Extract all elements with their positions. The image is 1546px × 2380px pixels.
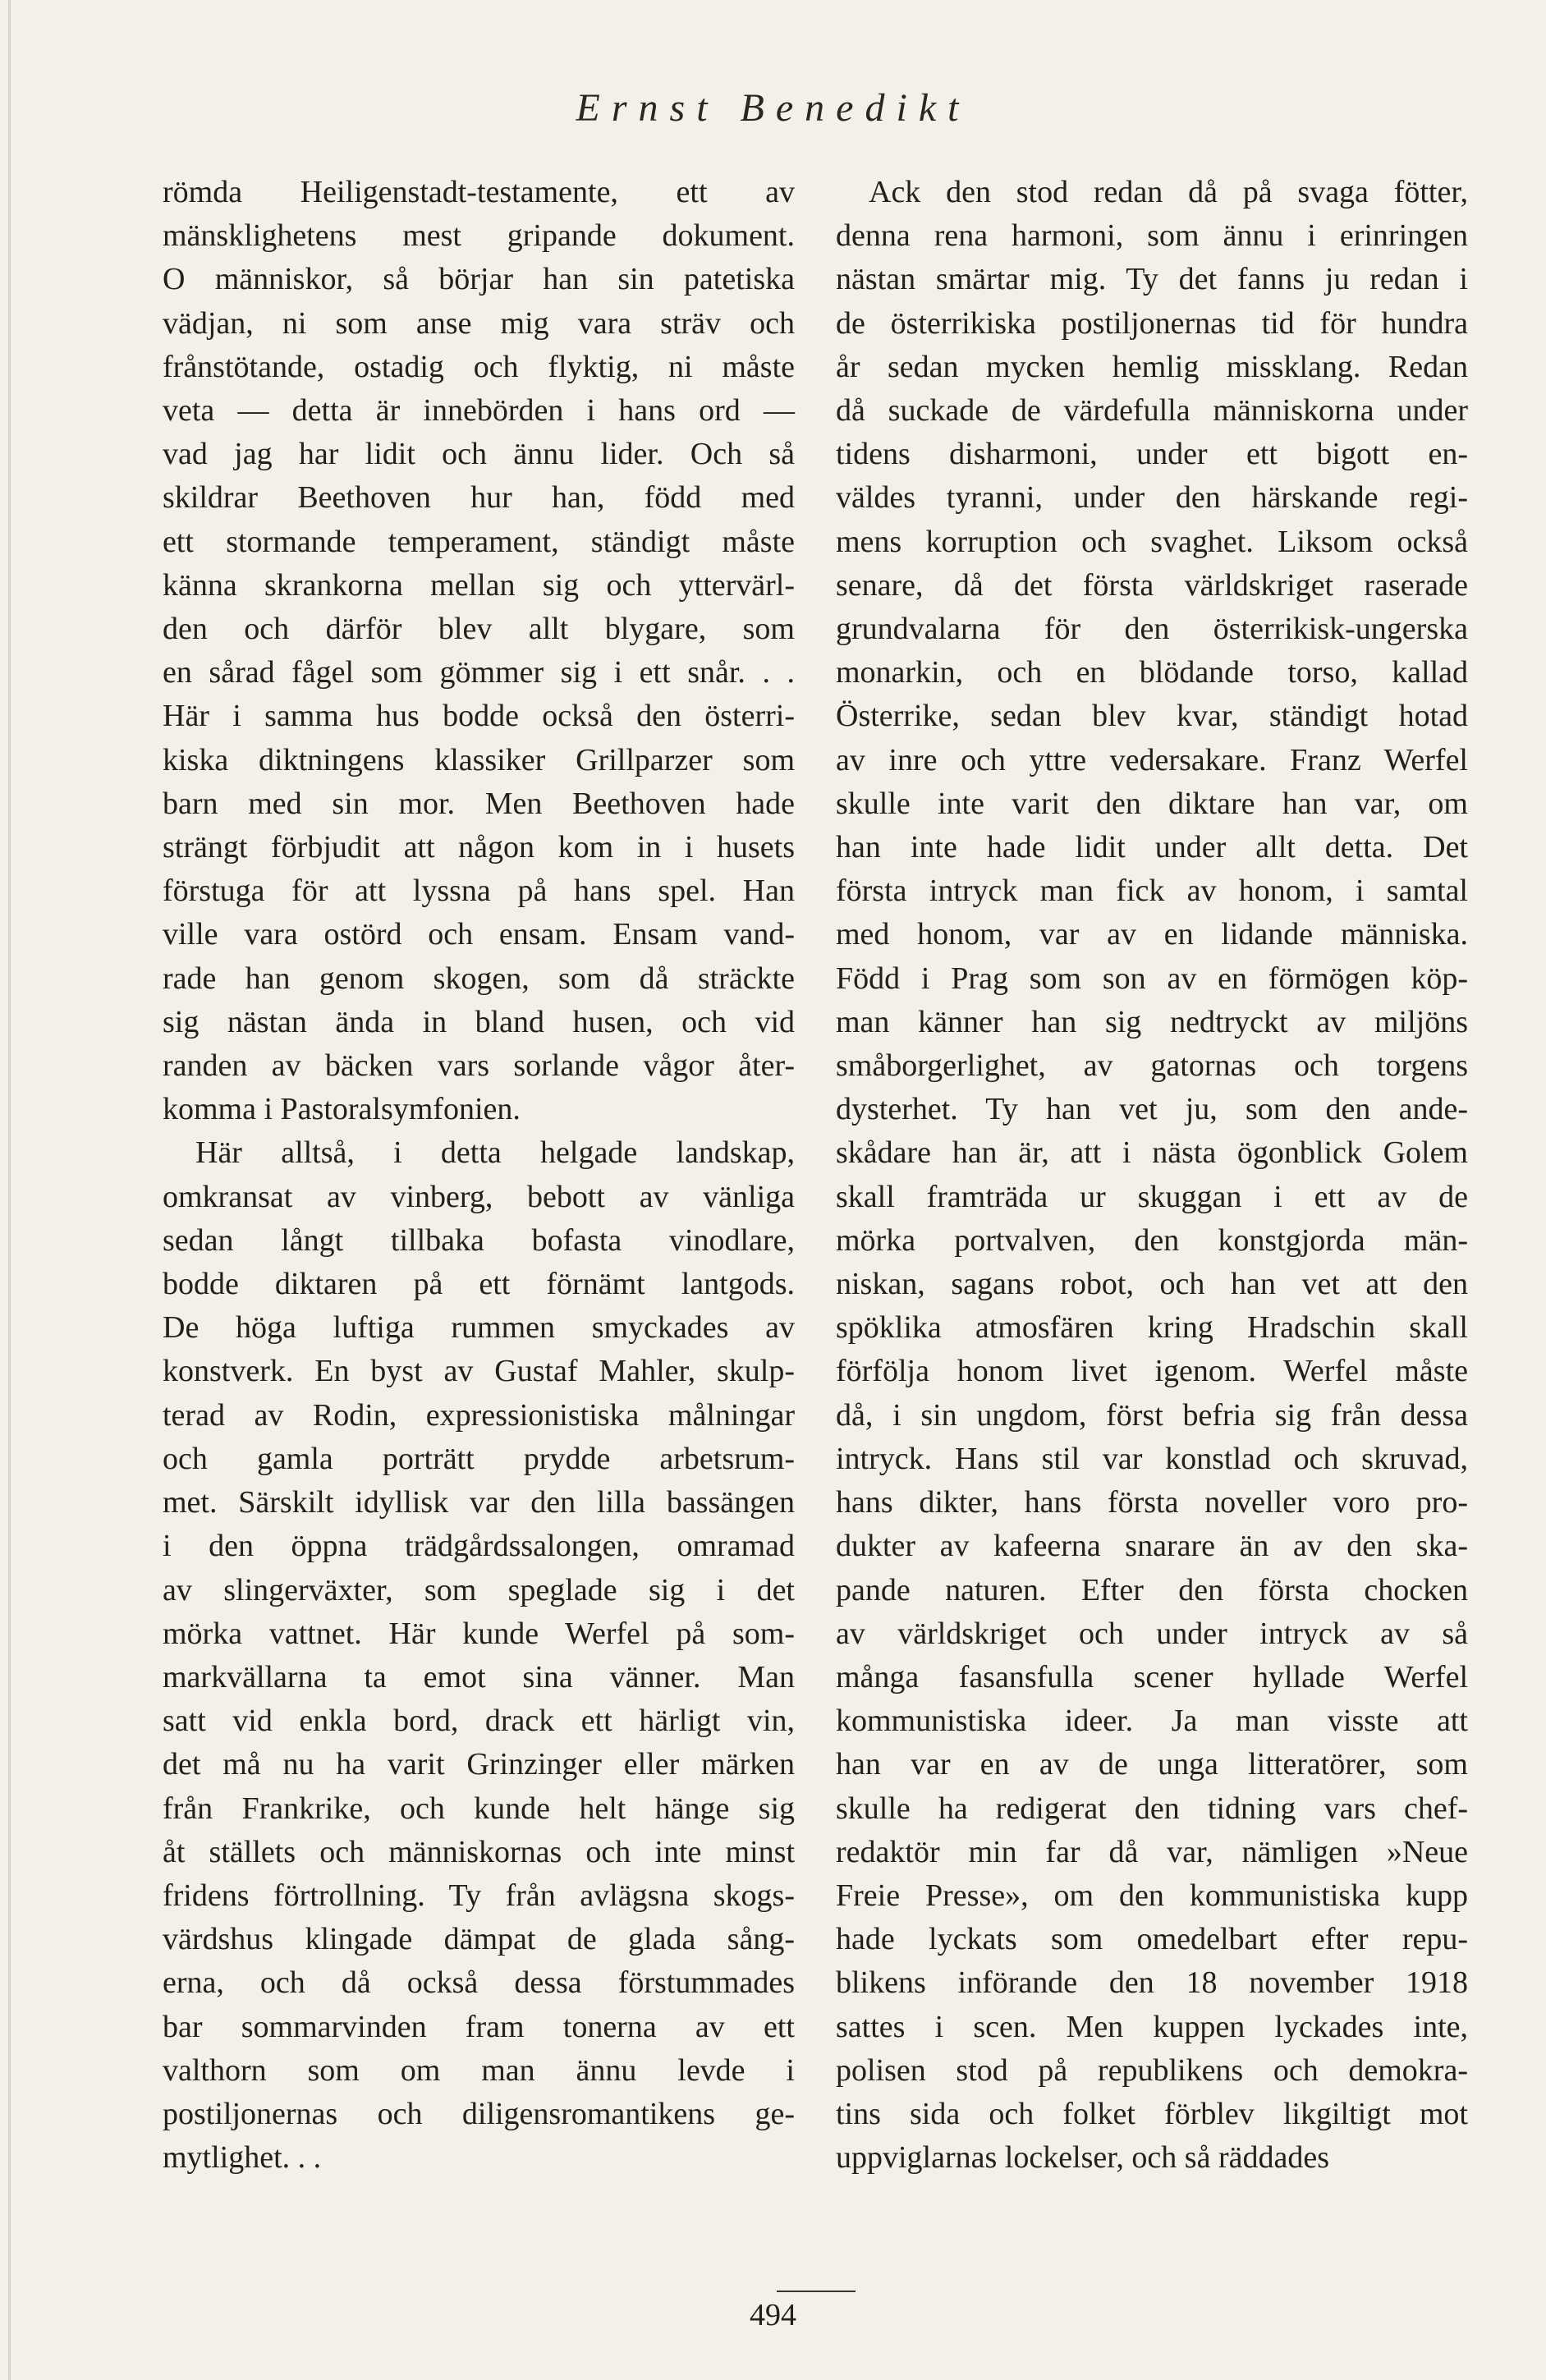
text-line: mens korruption och svaghet. Liksom också <box>836 524 1468 559</box>
text-line: förfölja honom livet igenom. Werfel måste <box>836 1354 1468 1389</box>
text-line: Freie Presse», om den kommunistiska kupp <box>836 1878 1468 1913</box>
text-line: tins sida och folket förblev likgiltigt mot <box>836 2096 1468 2131</box>
text-line: första intryck man fick av honom, i samtal <box>836 874 1468 909</box>
text-line: en sårad fågel som gömmer sig i ett snår. . . <box>163 655 795 690</box>
text-line: åt ställets och människornas och inte minst <box>163 1834 795 1869</box>
text-line: uppviglarnas lockelser, och så räddades <box>836 2140 1329 2176</box>
text-line: vädjan, ni som anse mig vara sträv och <box>163 305 795 341</box>
text-line: värdshus klingade dämpat de glada sång- <box>163 1922 795 1957</box>
text-line: skulle ha redigerat den tidning vars chef- <box>836 1791 1468 1826</box>
folio-rule <box>777 2291 856 2292</box>
text-line: mörka vattnet. Här kunde Werfel på som- <box>163 1616 795 1651</box>
text-line: ett stormande temperament, ständigt måste <box>163 524 795 559</box>
text-line: år sedan mycken hemlig missklang. Redan <box>836 349 1468 384</box>
text-line: av inre och yttre vedersakare. Franz Werfel <box>836 742 1468 777</box>
text-line: denna rena harmoni, som ännu i erinringen <box>836 218 1468 254</box>
text-line: redaktör min far då var, nämligen »Neue <box>836 1834 1468 1869</box>
text-line: veta — detta är innebörden i hans ord — <box>163 393 795 429</box>
paragraph <box>163 1131 795 2180</box>
text-line: skildrar Beethoven hur han, född med <box>163 480 795 516</box>
text-line: kommunistiska ideer. Ja man visste att <box>836 1704 1468 1739</box>
text-line: då, i sin ungdom, först befria sig från dessa <box>836 1397 1468 1433</box>
text-line: skådare han är, att i nästa ögonblick Golem <box>836 1135 1468 1171</box>
text-line: väldes tyranni, under den härskande regi- <box>836 480 1468 516</box>
text-line: Ack den stod redan då på svaga fötter, <box>869 175 1468 209</box>
text-line: skulle inte varit den diktare han var, om <box>836 786 1468 821</box>
text-line: omkransat av vinberg, bebott av vänliga <box>163 1179 795 1214</box>
text-line: dukter av kafeerna snarare än av den ska- <box>836 1529 1468 1564</box>
text-line: då suckade de värdefulla människorna under <box>836 393 1468 429</box>
text-line: i den öppna trädgårdssalongen, omramad <box>163 1529 795 1564</box>
text-line: av världskriget och under intryck av så <box>836 1616 1468 1651</box>
paragraph <box>836 171 1468 2180</box>
paragraph <box>163 171 795 1131</box>
text-line: barn med sin mor. Men Beethoven hade <box>163 786 795 821</box>
text-line: senare, då det första världskriget raserade <box>836 567 1468 603</box>
text-line: met. Särskilt idyllisk var den lilla bassängen <box>163 1485 795 1520</box>
text-line: dysterhet. Ty han vet ju, som den ande- <box>836 1092 1468 1127</box>
text-line: och gamla porträtt prydde arbetsrum- <box>163 1441 795 1476</box>
text-line: hans dikter, hans första noveller voro pro- <box>836 1485 1468 1520</box>
text-line: mytlighet. . . <box>163 2140 322 2176</box>
text-line: satt vid enkla bord, drack ett härligt vin, <box>163 1704 795 1739</box>
text-line: Österrike, sedan blev kvar, ständigt hotad <box>836 699 1468 734</box>
text-line: hade lyckats som omedelbart efter repu- <box>836 1922 1468 1957</box>
text-line: mörka portvalven, den konstgjorda män- <box>836 1222 1468 1258</box>
running-head: Ernst Benedikt <box>576 86 970 130</box>
text-line: fridens förtrollning. Ty från avlägsna skogs- <box>163 1878 795 1913</box>
text-line: O människor, så börjar han sin patetiska <box>163 262 795 297</box>
text-line: monarkin, och en blödande torso, kallad <box>836 655 1468 690</box>
text-line: han inte hade lidit under allt detta. Det <box>836 830 1468 865</box>
text-line: tidens disharmoni, under ett bigott en- <box>836 437 1468 472</box>
text-line: mänsklighetens mest gripande dokument. <box>163 218 795 254</box>
text-line: han var en av de unga litteratörer, som <box>836 1747 1468 1782</box>
text-line: sedan långt tillbaka bofasta vinodlare, <box>163 1222 795 1258</box>
text-line: känna skrankorna mellan sig och yttervärl- <box>163 567 795 603</box>
text-line: bar sommarvinden fram tonerna av ett <box>163 2009 795 2044</box>
text-line: småborgerlighet, av gatornas och torgens <box>836 1048 1468 1084</box>
text-line: kiska diktningens klassiker Grillparzer som <box>163 742 795 777</box>
text-line: strängt förbjudit att någon kom in i husets <box>163 830 795 865</box>
text-line: intryck. Hans stil var konstlad och skruvad, <box>836 1441 1468 1476</box>
text-line: den och därför blev allt blygare, som <box>163 612 795 647</box>
text-line: man känner han sig nedtryckt av miljöns <box>836 1004 1468 1039</box>
text-line: Född i Prag som son av en förmögen köp- <box>836 961 1468 996</box>
text-line: bodde diktaren på ett förnämt lantgods. <box>163 1267 795 1302</box>
text-line: terad av Rodin, expressionistiska målningar <box>163 1397 795 1433</box>
text-line: valthorn som om man ännu levde i <box>163 2052 795 2088</box>
page-edge <box>8 0 11 2380</box>
text-line: det må nu ha varit Grinzinger eller märken <box>163 1747 795 1782</box>
text-line: skall framträda ur skuggan i ett av de <box>836 1179 1468 1214</box>
text-line: blikens införande den 18 november 1918 <box>836 1965 1468 2001</box>
text-line: polisen stod på republikens och demokra- <box>836 2052 1468 2088</box>
text-line: niskan, sagans robot, och han vet att den <box>836 1267 1468 1302</box>
text-line: markvällarna ta emot sina vänner. Man <box>163 1659 795 1694</box>
text-line: spöklika atmosfären kring Hradschin skall <box>836 1310 1468 1346</box>
text-line: pande naturen. Efter den första chocken <box>836 1572 1468 1607</box>
right-column <box>836 171 1468 2180</box>
text-line: erna, och då också dessa förstummades <box>163 1965 795 2001</box>
text-line: förstuga för att lyssna på hans spel. Han <box>163 874 795 909</box>
text-line: komma i Pastoralsymfonien. <box>163 1092 521 1127</box>
text-line: av slingerväxter, som speglade sig i det <box>163 1572 795 1607</box>
text-line: Här i samma hus bodde också den österri- <box>163 699 795 734</box>
text-line: Här alltså, i detta helgade landskap, <box>195 1135 795 1171</box>
text-line: sattes i scen. Men kuppen lyckades inte, <box>836 2009 1468 2044</box>
text-line: vad jag har lidit och ännu lider. Och så <box>163 437 795 472</box>
text-line: många fasansfulla scener hyllade Werfel <box>836 1659 1468 1694</box>
left-column <box>163 171 795 2180</box>
text-line: grundvalarna för den österrikisk-ungerska <box>836 612 1468 647</box>
text-line: De höga luftiga rummen smyckades av <box>163 1310 795 1346</box>
text-line: sig nästan ända in bland husen, och vid <box>163 1004 795 1039</box>
text-line: frånstötande, ostadig och flyktig, ni måste <box>163 349 795 384</box>
text-line: randen av bäcken vars sorlande vågor åter- <box>163 1048 795 1084</box>
text-line: från Frankrike, och kunde helt hänge sig <box>163 1791 795 1826</box>
text-line: nästan smärtar mig. Ty det fanns ju redan i <box>836 262 1468 297</box>
text-line: rade han genom skogen, som då sträckte <box>163 961 795 996</box>
text-line: konstverk. En byst av Gustaf Mahler, skulp- <box>163 1354 795 1389</box>
text-line: med honom, var av en lidande människa. <box>836 917 1468 952</box>
text-line: ville vara ostörd och ensam. Ensam vand- <box>163 917 795 952</box>
text-line: postiljonernas och diligensromantikens ge- <box>163 2096 795 2131</box>
text-line: de österrikiska postiljonernas tid för hundra <box>836 305 1468 341</box>
page-number: 494 <box>750 2298 796 2332</box>
text-line: römda Heiligenstadt-testamente, ett av <box>163 175 795 209</box>
